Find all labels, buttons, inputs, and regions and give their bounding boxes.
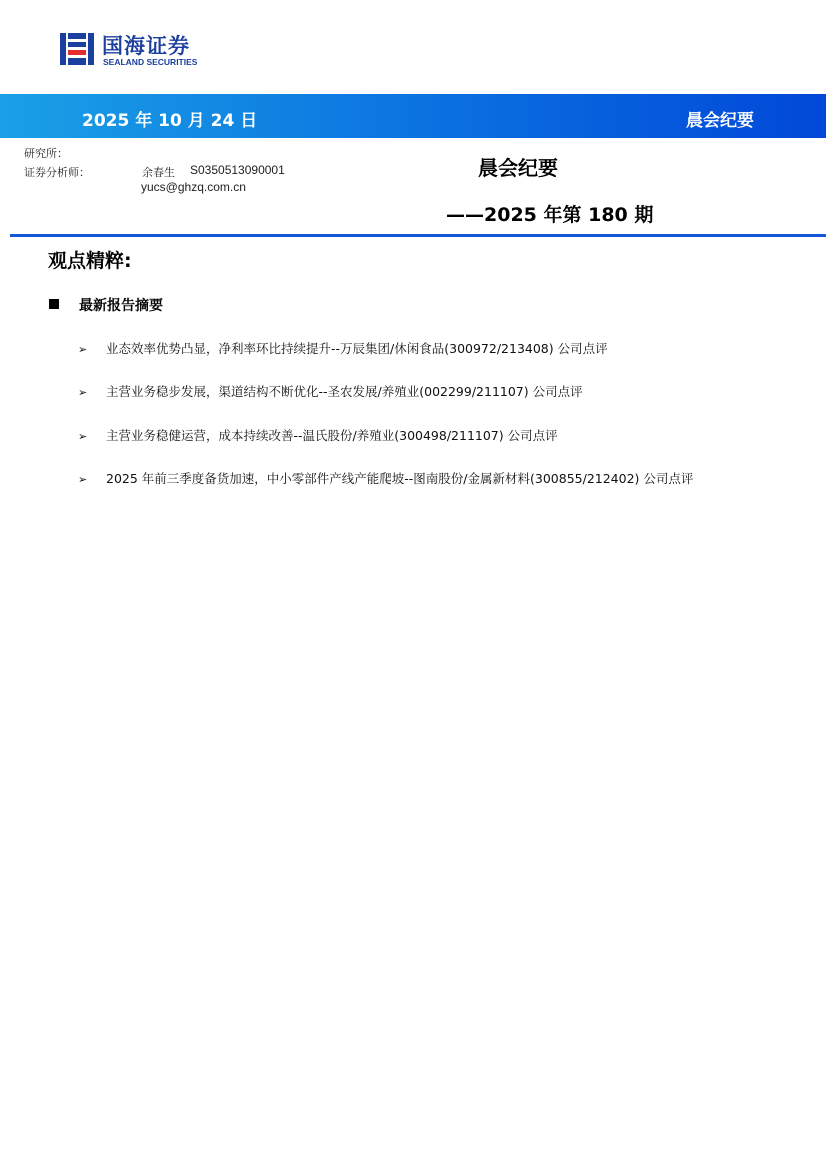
square-bullet-icon — [49, 299, 59, 309]
section-title: 观点精粹: — [48, 250, 132, 272]
arrow-bullet-icon: ➢ — [78, 430, 88, 443]
company-logo — [58, 30, 228, 70]
analyst-name: 余春生 — [142, 166, 175, 179]
analyst-label: 证券分析师： — [24, 166, 90, 179]
list-item[interactable] — [78, 382, 583, 400]
list-item[interactable] — [78, 426, 558, 444]
list-item-text: 主营业务稳健运营，成本持续改善--温氏股份/养殖业(300498/211107) 公司点评 — [106, 428, 558, 443]
document-title: 晨会纪要 — [478, 156, 558, 180]
arrow-bullet-icon: ➢ — [78, 343, 88, 356]
document-issue: ——2025 年第 180 期 — [446, 204, 654, 226]
list-item[interactable] — [78, 469, 693, 487]
sealand-logo-icon — [58, 30, 96, 68]
list-item-text: 业态效率优势凸显，净利率环比持续提升--万辰集团/休闲食品(300972/213408) 公司点评 — [106, 341, 608, 356]
list-item[interactable] — [78, 339, 608, 357]
analyst-email[interactable]: yucs@ghzq.com.cn — [141, 180, 246, 194]
institute-label: 研究所： — [24, 147, 68, 160]
divider — [10, 234, 826, 237]
arrow-bullet-icon: ➢ — [78, 386, 88, 399]
report-date: 2025 年 10 月 24 日 — [82, 111, 258, 131]
logo-text-en: SEALAND SECURITIES — [103, 57, 198, 67]
subheading-text: 最新报告摘要 — [79, 298, 163, 314]
list-item-text: 主营业务稳步发展，渠道结构不断优化--圣农发展/养殖业(002299/211107) 公司点评 — [106, 384, 583, 399]
logo-text-cn: 国海证券 — [102, 34, 190, 58]
arrow-bullet-icon: ➢ — [78, 473, 88, 486]
analyst-code: S0350513090001 — [190, 163, 285, 177]
list-item-text: 2025 年前三季度备货加速，中小零部件产线产能爬坡--图南股份/金属新材料(300855/212402) 公司点评 — [106, 471, 694, 486]
header-banner — [0, 94, 826, 138]
subheading — [49, 295, 163, 315]
banner-title: 晨会纪要 — [686, 111, 754, 131]
